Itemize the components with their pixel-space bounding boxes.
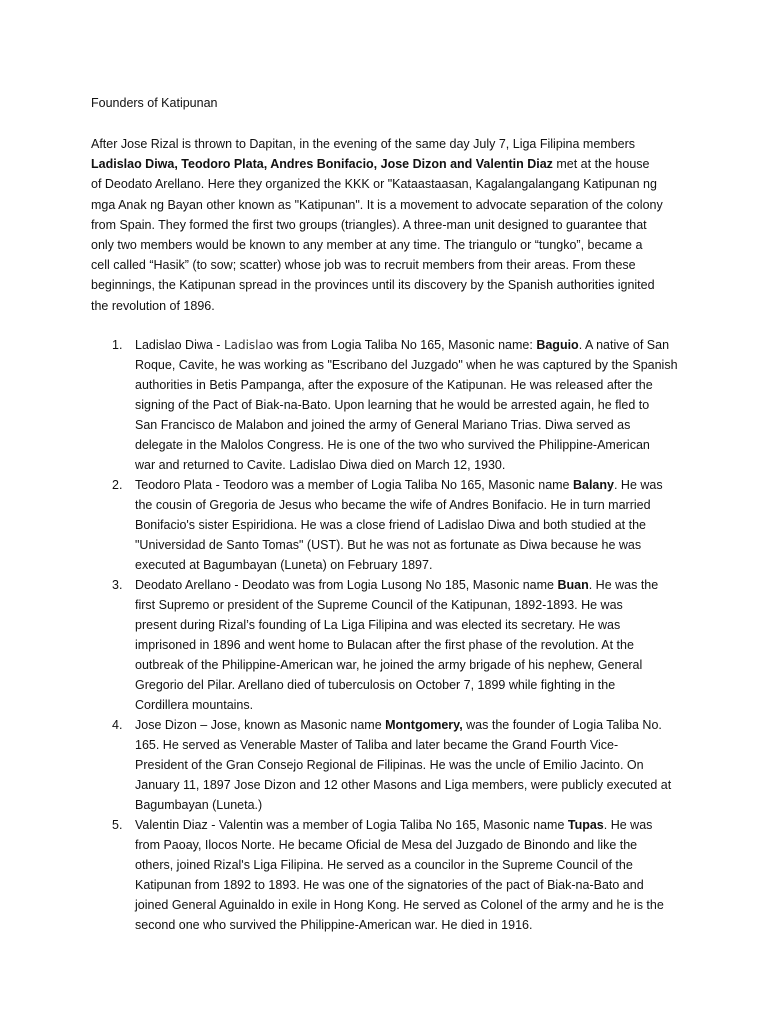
item-text: . He was the cousin of Gregoria de Jesus who became the wife of Andres Bonifacio. He in turn married Bonifacio's sister Espiridiona. He was a close friend of Ladislao Diwa and both studied at the "Universidad de Santo Tomas" (UST). But he was not as fortunate as Diwa because he was executed at Bagumbayan (Luneta) on February 1897.: [135, 477, 663, 572]
item-text: Deodato Arellano - Deodato was from Logia Lusong No 185, Masonic name: [135, 577, 558, 592]
list-number: 3.: [112, 577, 123, 592]
founders-list: [91, 335, 681, 935]
intro-member-names: Ladislao Diwa, Teodoro Plata, Andres Bonifacio, Jose Dizon and Valentin Diaz: [91, 157, 553, 172]
item-text: was from Logia Taliba No 165, Masonic name:: [273, 337, 537, 352]
item-text: . A native of San Roque, Cavite, he was working as "Escribano del Juzgado" when he was captured by the Spanish authorities in Betis Pampanga, after the exposure of the Katipunan. He was released after the signing of the Pact of Biak-na-Bato. Upon learning that he would be arrested again, he fled to San Francisco de Malabon and joined the army of General Mariano Trias. Diwa served as delegate in the Malolos Congress. He is one of the two who survived the Philippine-American war and returned to Cavite. Ladislao Diwa died on March 12, 1930.: [135, 337, 678, 472]
masonic-name: Baguio: [536, 337, 579, 352]
item-text: Valentin Diaz - Valentin was a member of Logia Taliba No 165, Masonic name: [135, 817, 568, 832]
masonic-name: Montgomery,: [385, 717, 463, 732]
list-item-diwa: [91, 335, 681, 475]
list-item-diaz: [91, 815, 681, 935]
masonic-name: Tupas: [567, 817, 604, 832]
list-number: 5.: [112, 817, 123, 832]
intro-paragraph: [91, 134, 681, 316]
masonic-name: Balany: [572, 477, 614, 492]
list-number: 1.: [112, 337, 123, 352]
item-text: was the founder of Logia Taliba No. 165. He served as Venerable Master of Taliba and later became the Grand Fourth Vice- President of the Gran Consejo Regional de Filipinas. He was the uncle of Emilio Jacinto. On January 11, 1897 Jose Dizon and 12 other Masons and Liga members, were publicly executed at Bagumbayan (Luneta.): [135, 717, 672, 812]
intro-text-1: After Jose Rizal is thrown to Dapitan, in the evening of the same day July 7, Liga Filipina members: [91, 137, 636, 151]
item-alias: Ladislao: [223, 337, 274, 352]
list-number: 2.: [112, 477, 123, 492]
intro-text-2: met at the house of Deodato Arellano. Here they organized the KKK or "Kataastaasan, Kagalangalangang Katipunan ng mga Anak ng Bayan other known as "Katipunan". It is a movement to advocate separation of the colony from Spain. They formed the first two groups (triangles). A three-man unit designed to guarantee that only two members would be known to any member at any time. The triangulo or “tungko”, became a cell called “Hasik” (to sow; scatter) whose job was to recruit members from their areas. From these beginnings, the Katipunan spread in the provinces until its discovery by the Spanish authorities ignited the revolution of 1896.: [91, 157, 663, 313]
item-text: . He was the first Supremo or president of the Supreme Council of the Katipunan, 1892-1893. He was present during Rizal’s founding of La Liga Filipina and was elected its secretary. He was imprisoned in 1896 and went home to Bulacan after the first phase of the revolution. At the outbreak of the Philippine-American war, he joined the army brigade of his nephew, General Gregorio del Pilar. Arellano died of tuberculosis on October 7, 1899 while fighting in the Cordillera mountains.: [135, 577, 659, 712]
item-text: . He was from Paoay, Ilocos Norte. He became Oficial de Mesa del Juzgado de Binondo and like the others, joined Rizal's Liga Filipina. He served as a councilor in the Supreme Council of the Katipunan from 1892 to 1893. He was one of the signatories of the pact of Biak-na-Bato and joined General Aguinaldo in exile in Hong Kong. He served as Colonel of the army and he is the second one who survived the Philippine-American war. He died in 1916.: [135, 817, 664, 932]
item-text: Ladislao Diwa -: [135, 337, 224, 352]
item-text: Teodoro Plata - Teodoro was a member of Logia Taliba No 165, Masonic name: [135, 477, 573, 492]
list-item-arellano: [91, 575, 681, 715]
document-title: Founders of Katipunan: [91, 96, 218, 110]
masonic-name: Buan: [557, 577, 589, 592]
list-item-plata: [91, 475, 681, 575]
list-item-dizon: [91, 715, 681, 815]
item-text: Jose Dizon – Jose, known as Masonic name: [135, 717, 386, 732]
list-number: 4.: [112, 717, 123, 732]
